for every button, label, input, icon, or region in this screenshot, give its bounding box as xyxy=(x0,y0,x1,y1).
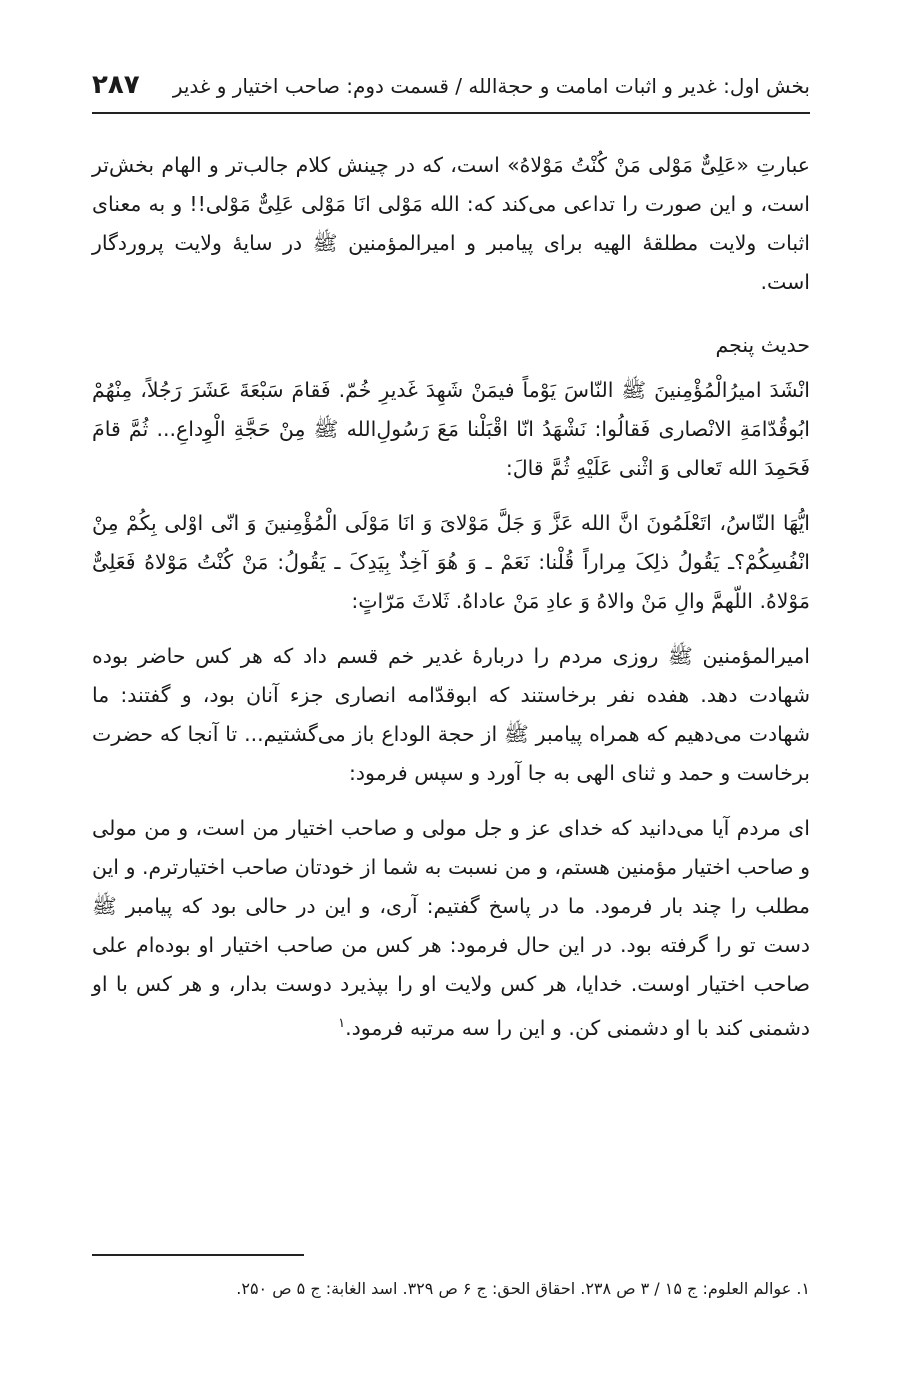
header-title: بخش اول: غدیر و اثبات امامت و حجة‌الله / قسمت دوم: صاحب اختیار و غدیر xyxy=(172,74,810,98)
page xyxy=(92,60,810,1040)
persian-translation-body: ای مردم آیا می‌دانید که خدای عز و جل مولی و صاحب اختیار من است، و من مولی و صاحب اختیار مؤمنین هستم، و من نسبت به شما از خودتان صاحب اختیارترم. و این مطلب را چند بار فرمود. ما در پاسخ گفتیم: آری، و این در حالی بود که پیامبر ﷺ دست تو را گرفته بود. در این حال فرمود: هر کس من صاحب اختیار او بوده‌ام علی صاحب اختیار اوست. خدایا، هر کس ولایت او را بپذیرد دوست بدار، و هر کس با او دشمنی کند با او دشمنی کن. و این را سه مرتبه فرمود. xyxy=(92,816,810,1040)
running-header xyxy=(92,60,810,114)
persian-translation-text xyxy=(92,809,810,1048)
arabic-hadith-text: ایُّهَا النّاسُ، اتَعْلَمُونَ انَّ الله عَزَّ وَ جَلَّ مَوْلایَ وَ انَا مَوْلَی الْمُؤْمِنینَ وَ انّی اوْلی بِکُمْ مِنْ انْفُسِکُمْ؟ـ یَقُولُ ذلِکَ مِراراً قُلْنا: نَعَمْ ـ وَ هُوَ آخِذٌ بِیَدِکَ ـ یَقُولُ: مَنْ کُنْتُ مَوْلاهُ فَعَلِیٌّ مَوْلاهُ. اللّهمَّ والِ مَنْ والاهُ وَ عادِ مَنْ عاداهُ. ثَلاثَ مَرّاتٍ: xyxy=(92,511,810,613)
page-number: ۲۸۷ xyxy=(92,70,140,100)
footnote: ۱. عوالم العلوم: ج ۱۵ / ۳ ص ۲۳۸. احقاق الحق: ج ۶ ص ۳۲۹. اسد الغابة: ج ۵ ص ۲۵۰. xyxy=(236,1279,810,1298)
arabic-hadith-intro: انْشَدَ امیرُالْمُؤْمِنینَ ﷺ النّاسَ یَوْماً فیمَنْ شَهِدَ غَدیرِ خُمّ. فَقامَ سَبْعَةَ عَشَرَ رَجُلاً، مِنْهُمْ ابُوقُدّامَةِ الانْصاری فَقالُوا: نَشْهَدُ انّا اقْبَلْنا مَعَ رَسُولِ‌الله ﷺ مِنْ حَجَّةِ الْوِداعِ... ثُمَّ قامَ فَحَمِدَ الله تَعالی وَ اثْنی عَلَیْهِ ثُمَّ قالَ: xyxy=(92,378,810,480)
body-text xyxy=(92,146,810,1048)
footnote-reference: ۱ xyxy=(338,1016,346,1031)
footnote-divider xyxy=(92,1254,304,1256)
persian-translation-intro: امیرالمؤمنین ﷺ روزی مردم را دربارهٔ غدیر خم قسم داد که هر کس حاضر بوده شهادت دهد. هفده نفر برخاستند که ابوقدّامه انصاری جزء آنان بود، و گفتند: ما شهادت می‌دهیم که همراه پیامبر ﷺ از حجة الوداع باز می‌گشتیم... تا آنجا که حضرت برخاست و حمد و ثنای الهی به جا آورد و سپس فرمود: xyxy=(92,644,810,785)
paragraph-intro: عبارتِ «عَلِیٌّ مَوْلی مَنْ کُنْتُ مَوْلاهُ» است، که در چینش کلام جالب‌تر و الهام بخش‌تر است، و این صورت را تداعی می‌کند که: الله مَوْلی انَا مَوْلی عَلِیٌّ مَوْلی!! و به معنای اثبات ولایت مطلقهٔ الهیه برای پیامبر و امیرالمؤمنین ﷺ در سایهٔ ولایت پروردگار است. xyxy=(92,153,810,294)
section-title: حدیث پنجم xyxy=(715,333,810,357)
